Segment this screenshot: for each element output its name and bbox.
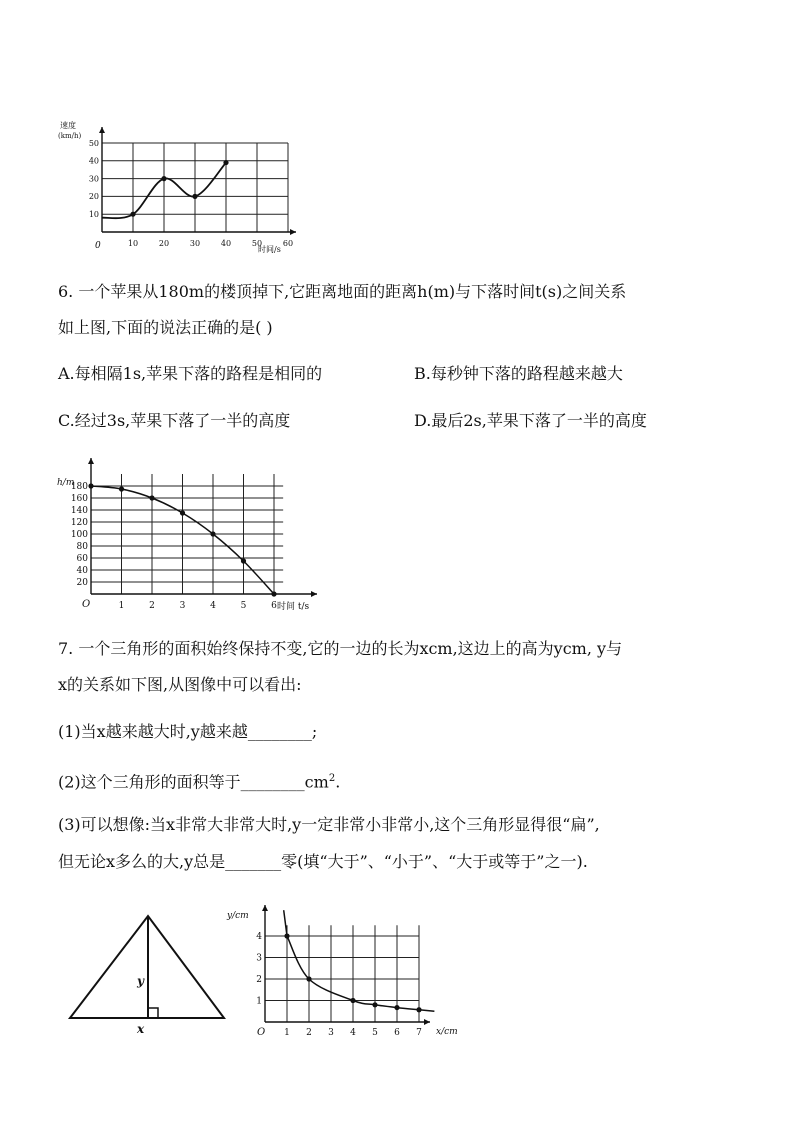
c2-y-tick-label: 40 — [76, 566, 88, 577]
chart3-ylabel: y/cm — [227, 911, 249, 921]
q7-part3-line2: 但无论x多么的大,y总是_______零(填“大于”、“小于”、“大于或等于”之一). — [58, 852, 588, 871]
c1-data-point — [192, 194, 197, 199]
q6-option-d: D.最后2s,苹果下落了一半的高度 — [414, 411, 647, 430]
c3-y-tick-label: 2 — [256, 975, 262, 986]
q6-line1: 6. 一个苹果从180m的楼顶掉下,它距离地面的距离h(m)与下落时间t(s)之间关系 — [58, 282, 627, 301]
c3-x-arrow-icon — [424, 1019, 430, 1025]
c1-y-tick-label: 20 — [88, 192, 99, 202]
c3-data-point — [284, 933, 289, 938]
chart2-axes — [88, 458, 317, 597]
chart3-xlabel: x/cm — [436, 1027, 458, 1037]
q7-part2 — [58, 769, 340, 792]
c2-x-tick-label: 3 — [179, 601, 186, 611]
c1-x-tick-label: 60 — [282, 239, 294, 248]
c3-y-tick-label: 3 — [256, 953, 262, 964]
chart1-ylabel-line2: (km/h) — [58, 132, 82, 140]
c3-x-tick-label: 3 — [328, 1028, 334, 1038]
c1-x-tick-label: 40 — [220, 239, 232, 248]
q6-option-b: B.每秒钟下落的路程越来越大 — [414, 364, 623, 383]
q7-part2-text: (2)这个三角形的面积等于________cm — [58, 772, 329, 792]
c1-x-tick-label: 10 — [127, 239, 139, 248]
c1-y-tick-label: 30 — [88, 174, 99, 184]
c2-data-point — [149, 495, 154, 500]
c2-y-tick-label: 60 — [76, 554, 88, 565]
c2-x-tick-label: 4 — [210, 601, 216, 611]
c1-x-tick-label: 30 — [189, 239, 201, 248]
speed-time-chart — [50, 115, 310, 255]
c3-x-tick-label: 5 — [372, 1028, 378, 1038]
c1-x-tick-label: 50 — [251, 239, 263, 248]
c2-data-point — [271, 591, 276, 596]
triangle-base-label: x — [137, 1022, 145, 1035]
chart1-xlabel: 时间/s — [258, 245, 281, 254]
c3-x-tick-label: 4 — [350, 1028, 356, 1038]
c2-x-tick-label: 2 — [149, 601, 155, 611]
q6-line2: 如上图,下面的说法正确的是( ) — [58, 318, 273, 337]
q7-line2: x的关系如下图,从图像中可以看出: — [58, 675, 302, 694]
c2-y-tick-label: 100 — [70, 530, 88, 541]
c1-x-tick-label: 20 — [158, 239, 170, 248]
c3-y-arrow-icon — [262, 905, 268, 911]
c1-data-point — [223, 160, 228, 165]
chart1-origin: 0 — [95, 241, 101, 251]
triangle-diagram — [60, 910, 240, 1035]
c2-y-tick-label: 160 — [70, 494, 88, 505]
c2-y-tick-label: 140 — [70, 506, 88, 517]
q6-option-a: A.每相隔1s,苹果下落的路程是相同的 — [58, 364, 323, 383]
c3-x-tick-label: 1 — [284, 1028, 290, 1038]
q7-part1: (1)当x越来越大时,y越来越________; — [58, 722, 318, 741]
c3-x-tick-label: 2 — [306, 1028, 312, 1038]
height-time-chart — [55, 452, 335, 617]
c3-data-point — [372, 1002, 377, 1007]
c2-x-arrow-icon — [311, 591, 317, 597]
c2-data-point — [210, 531, 215, 536]
c1-y-arrow-icon — [99, 127, 105, 133]
c2-y-tick-label: 120 — [70, 518, 88, 529]
c1-y-tick-label: 40 — [88, 156, 99, 166]
chart2-tick-labels — [71, 482, 277, 611]
c3-data-point — [350, 998, 355, 1003]
c1-y-tick-label: 50 — [88, 138, 99, 148]
c1-x-arrow-icon — [290, 229, 296, 235]
c2-x-tick-label: 5 — [240, 601, 247, 611]
c2-data-point — [241, 558, 246, 563]
chart1-ylabel-line1: 速度 — [60, 121, 76, 130]
c2-y-tick-label: 180 — [70, 482, 88, 493]
chart2-ylabel: h/m — [57, 478, 75, 488]
chart2-grid — [91, 474, 283, 594]
q7-part2-superscript: 2 — [328, 773, 336, 784]
c3-y-tick-label: 4 — [256, 932, 262, 943]
q7-part2-end: . — [335, 772, 341, 792]
c1-data-point — [130, 212, 135, 217]
c3-data-point — [394, 1005, 399, 1010]
c2-data-point — [88, 483, 93, 488]
c3-y-tick-label: 1 — [256, 996, 262, 1007]
chart3-curve — [284, 910, 435, 1011]
c2-y-tick-label: 20 — [76, 578, 88, 589]
triangle-height-label: y — [137, 974, 144, 988]
c3-x-tick-label: 6 — [394, 1028, 400, 1038]
c3-x-tick-label: 7 — [416, 1028, 422, 1038]
right-angle-mark — [148, 1008, 158, 1018]
chart2-xlabel: 时间 t/s — [277, 602, 310, 612]
c2-y-tick-label: 80 — [76, 542, 88, 553]
c1-data-point — [161, 176, 166, 181]
chart2-origin: O — [82, 599, 91, 610]
c2-x-tick-label: 1 — [118, 601, 125, 611]
c2-data-point — [180, 510, 185, 515]
chart3-origin: O — [257, 1027, 266, 1038]
c2-x-tick-label: 6 — [271, 601, 277, 611]
y-x-chart — [225, 895, 470, 1045]
c2-y-arrow-icon — [88, 458, 94, 464]
c3-data-point — [416, 1007, 421, 1012]
c2-data-point — [119, 486, 124, 491]
chart1-grid — [102, 143, 288, 232]
q7-part3-line1: (3)可以想像:当x非常大非常大时,y一定非常小非常小,这个三角形显得很“扁”, — [58, 815, 600, 834]
c1-y-tick-label: 10 — [88, 210, 99, 219]
q6-option-c: C.经过3s,苹果下落了一半的高度 — [58, 411, 291, 430]
c3-data-point — [306, 976, 311, 981]
q7-line1: 7. 一个三角形的面积始终保持不变,它的一边的长为xcm,这边上的高为ycm, y与 — [58, 639, 623, 658]
